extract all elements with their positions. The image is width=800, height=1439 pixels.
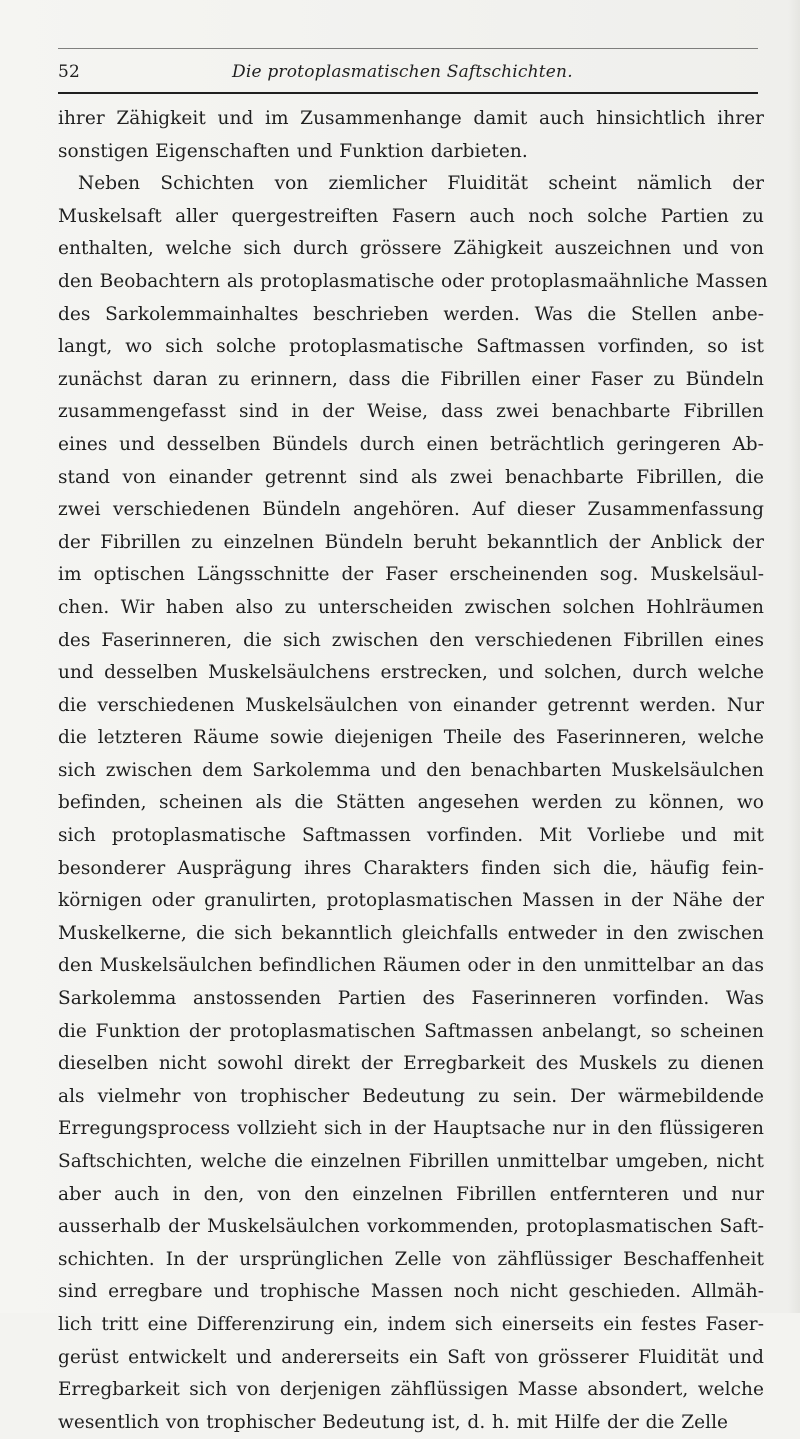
text-line: den Muskelsäulchen befindlichen Räumen oder in den unmittelbar an das — [58, 955, 764, 977]
text-line: als vielmehr von trophischer Bedeutung zu sein. Der wärmebildende — [58, 1085, 764, 1107]
text-line: lich tritt eine Differenzirung ein, indem sich einerseits ein festes Faser- — [58, 1313, 764, 1335]
text-line: langt, wo sich solche protoplasmatische Saftmassen vorfinden, so ist — [58, 336, 764, 358]
text-line: ausserhalb der Muskelsäulchen vorkommenden, protoplasmatischen Saft- — [58, 1216, 764, 1238]
header-bottom-rule — [58, 92, 758, 94]
text-line: der Fibrillen zu einzelnen Bündeln beruht bekanntlich der Anblick der — [58, 531, 764, 553]
header-top-rule — [58, 48, 758, 49]
text-line: zwei verschiedenen Bündeln angehören. Auf dieser Zusammenfassung — [58, 499, 764, 521]
text-line: sich protoplasmatische Saftmassen vorfinden. Mit Vorliebe und mit — [58, 825, 764, 847]
text-line: ihrer Zähigkeit und im Zusammenhange damit auch hinsichtlich ihrer — [58, 108, 764, 129]
text-line: Erregungsprocess vollzieht sich in der Hauptsache nur in den flüssigeren — [58, 1118, 764, 1140]
text-line: befinden, scheinen als die Stätten angesehen werden zu können, wo — [58, 792, 764, 814]
text-line: zusammengefasst sind in der Weise, dass zwei benachbarte Fibrillen — [58, 401, 764, 423]
text-line: sind erregbare und trophische Massen noch nicht geschieden. Allmäh- — [58, 1281, 764, 1303]
text-line: den Beobachtern als protoplasmatische oder protoplasmaähnliche Massen — [58, 270, 768, 292]
text-line: chen. Wir haben also zu unterscheiden zwischen solchen Hohlräumen — [58, 596, 764, 618]
text-line: zunächst daran zu erinnern, dass die Fibrillen einer Faser zu Bündeln — [58, 368, 764, 390]
running-title: Die protoplasmatischen Saftschichten. — [232, 62, 573, 82]
text-line: sonstigen Eigenschaften und Funktion darbieten. — [58, 140, 528, 162]
text-line: besonderer Ausprägung ihres Charakters finden sich die, häufig fein- — [58, 857, 764, 879]
text-line: die letzteren Räume sowie diejenigen Theile des Faserinneren, welche — [58, 727, 764, 749]
text-line: wesentlich von trophischer Bedeutung ist, d. h. mit Hilfe der die Zelle — [58, 1411, 729, 1433]
text-line: und desselben Muskelsäulchens erstrecken, und solchen, durch welche — [58, 662, 764, 684]
text-line: im optischen Längsschnitte der Faser erscheinenden sog. Muskelsäul- — [58, 564, 764, 586]
text-line: des Faserinneren, die sich zwischen den verschiedenen Fibrillen eines — [58, 629, 764, 651]
body-text — [58, 103, 768, 1439]
text-line: enthalten, welche sich durch grössere Zähigkeit auszeichnen und von — [58, 238, 764, 260]
page-edge-shadow — [788, 0, 800, 1313]
page-number: 52 — [58, 62, 81, 82]
text-line: schichten. In der ursprünglichen Zelle von zähflüssiger Beschaffenheit — [58, 1248, 764, 1270]
page-header — [58, 61, 758, 91]
text-line: Muskelsaft aller quergestreiften Fasern auch noch solche Partien zu — [58, 205, 764, 227]
text-line: stand von einander getrennt sind als zwei benachbarte Fibrillen, die — [58, 466, 764, 488]
text-line: sich zwischen dem Sarkolemma und den benachbarten Muskelsäulchen — [58, 759, 764, 781]
text-line: eines und desselben Bündels durch einen beträchtlich geringeren Ab- — [58, 433, 764, 455]
text-line: des Sarkolemmainhaltes beschrieben werden. Was die Stellen anbe- — [58, 303, 764, 325]
text-line: Sarkolemma anstossenden Partien des Faserinneren vorfinden. Was — [58, 988, 764, 1010]
text-line: körnigen oder granulirten, protoplasmatischen Massen in der Nähe der — [58, 890, 764, 912]
text-line: dieselben nicht sowohl direkt der Erregbarkeit des Muskels zu dienen — [58, 1053, 764, 1075]
text-line: Erregbarkeit sich von derjenigen zähflüssigen Masse absondert, welche — [58, 1379, 764, 1401]
text-line: Neben Schichten von ziemlicher Fluidität scheint nämlich der — [78, 173, 764, 195]
text-line: aber auch in den, von den einzelnen Fibrillen entfernteren und nur — [58, 1183, 764, 1205]
text-line: Saftschichten, welche die einzelnen Fibrillen unmittelbar umgeben, nicht — [58, 1151, 764, 1172]
text-line: die Funktion der protoplasmatischen Saftmassen anbelangt, so scheinen — [58, 1020, 764, 1042]
text-line: die verschiedenen Muskelsäulchen von einander getrennt werden. Nur — [58, 694, 764, 716]
text-line: Muskelkerne, die sich bekanntlich gleichfalls entweder in den zwischen — [58, 922, 764, 944]
text-line: gerüst entwickelt und andererseits ein Saft von grösserer Fluidität und — [58, 1346, 764, 1368]
